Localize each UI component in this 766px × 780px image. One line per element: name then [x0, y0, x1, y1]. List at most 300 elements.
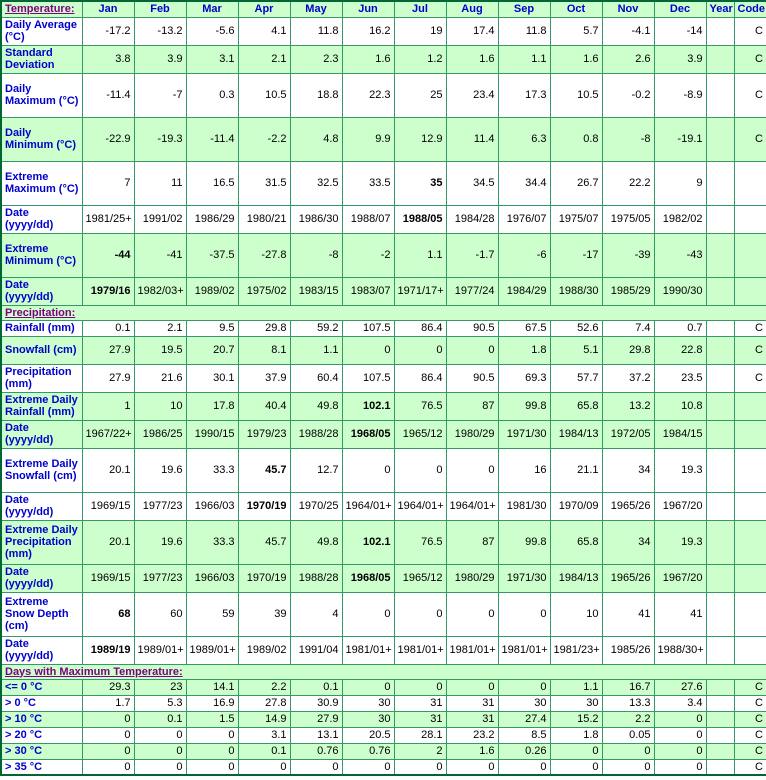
value-cell: 1970/19	[238, 564, 290, 592]
row-label: > 0 °C	[1, 695, 82, 711]
value-cell: 0	[446, 679, 498, 695]
value-cell: 1990/15	[186, 420, 238, 448]
value-cell: 1966/03	[186, 492, 238, 520]
value-cell: 12.9	[394, 117, 446, 161]
table-row	[1, 17, 766, 45]
code-cell	[734, 161, 766, 205]
value-cell: 1966/03	[186, 564, 238, 592]
value-cell: 16.9	[186, 695, 238, 711]
value-cell: 2.3	[290, 45, 342, 73]
year-cell	[706, 392, 734, 420]
value-cell: -11.4	[82, 73, 134, 117]
table-row	[1, 392, 766, 420]
year-cell	[706, 448, 734, 492]
code-cell	[734, 233, 766, 277]
value-cell: 0	[654, 743, 706, 759]
value-cell: 99.8	[498, 392, 550, 420]
value-cell: 1981/01+	[394, 636, 446, 664]
value-cell: 0	[394, 448, 446, 492]
table-row	[1, 727, 766, 743]
value-cell: -8	[290, 233, 342, 277]
month-header: Nov	[602, 1, 654, 17]
value-cell: 23.4	[446, 73, 498, 117]
value-cell: 11.8	[498, 17, 550, 45]
value-cell: 76.5	[394, 520, 446, 564]
value-cell: 1981/01+	[342, 636, 394, 664]
value-cell: 1964/01+	[446, 492, 498, 520]
value-cell: 1982/02	[654, 205, 706, 233]
row-label: Extreme Snow Depth (cm)	[1, 592, 82, 636]
value-cell: 9.5	[186, 320, 238, 336]
value-cell: 1986/25	[134, 420, 186, 448]
value-cell: 31	[394, 711, 446, 727]
value-cell: 34.5	[446, 161, 498, 205]
value-cell: 1970/09	[550, 492, 602, 520]
value-cell: 0	[342, 759, 394, 775]
code-cell: C	[734, 727, 766, 743]
value-cell: 0	[186, 727, 238, 743]
value-cell: 45.7	[238, 520, 290, 564]
table-row	[1, 695, 766, 711]
code-cell: C	[734, 117, 766, 161]
value-cell: 86.4	[394, 320, 446, 336]
month-header: May	[290, 1, 342, 17]
value-cell: 4	[290, 592, 342, 636]
month-header: Feb	[134, 1, 186, 17]
year-cell	[706, 73, 734, 117]
value-cell: 1.6	[342, 45, 394, 73]
value-cell: 2.2	[602, 711, 654, 727]
value-cell: 1981/30	[498, 492, 550, 520]
value-cell: 34	[602, 448, 654, 492]
row-label: Rainfall (mm)	[1, 320, 82, 336]
row-label: Extreme Maximum (°C)	[1, 161, 82, 205]
month-header: Dec	[654, 1, 706, 17]
value-cell: 30	[342, 711, 394, 727]
value-cell: 10	[550, 592, 602, 636]
value-cell: 10.8	[654, 392, 706, 420]
value-cell: 1980/21	[238, 205, 290, 233]
value-cell: 1968/05	[342, 420, 394, 448]
value-cell: 102.1	[342, 520, 394, 564]
value-cell: 90.5	[446, 364, 498, 392]
value-cell: 4.8	[290, 117, 342, 161]
value-cell: 37.9	[238, 364, 290, 392]
value-cell: 1988/05	[394, 205, 446, 233]
code-cell: C	[734, 743, 766, 759]
row-label: > 20 °C	[1, 727, 82, 743]
value-cell: 1967/20	[654, 564, 706, 592]
value-cell: 0.1	[290, 679, 342, 695]
value-cell: 0	[394, 679, 446, 695]
month-header: Sep	[498, 1, 550, 17]
row-label: Date (yyyy/dd)	[1, 492, 82, 520]
value-cell: 0	[342, 448, 394, 492]
value-cell: 0	[654, 727, 706, 743]
value-cell: 10.5	[550, 73, 602, 117]
value-cell: 30	[550, 695, 602, 711]
value-cell: 1983/07	[342, 277, 394, 305]
value-cell: 1971/30	[498, 420, 550, 448]
value-cell: 1972/05	[602, 420, 654, 448]
value-cell: 1.2	[394, 45, 446, 73]
month-header: Apr	[238, 1, 290, 17]
value-cell: 1.8	[550, 727, 602, 743]
year-cell	[706, 564, 734, 592]
value-cell: 2.6	[602, 45, 654, 73]
month-header: Jun	[342, 1, 394, 17]
value-cell: 14.1	[186, 679, 238, 695]
value-cell: 0	[82, 711, 134, 727]
value-cell: 0	[342, 336, 394, 364]
table-row	[1, 205, 766, 233]
value-cell: 34.4	[498, 161, 550, 205]
month-header: Aug	[446, 1, 498, 17]
value-cell: 6.3	[498, 117, 550, 161]
value-cell: 69.3	[498, 364, 550, 392]
value-cell: 1967/22+	[82, 420, 134, 448]
value-cell: 1975/05	[602, 205, 654, 233]
value-cell: 45.7	[238, 448, 290, 492]
year-cell	[706, 492, 734, 520]
year-cell	[706, 364, 734, 392]
row-label: Snowfall (cm)	[1, 336, 82, 364]
value-cell: 1982/03+	[134, 277, 186, 305]
value-cell: -4.1	[602, 17, 654, 45]
value-cell: -7	[134, 73, 186, 117]
value-cell: 87	[446, 392, 498, 420]
value-cell: -27.8	[238, 233, 290, 277]
value-cell: 11	[134, 161, 186, 205]
value-cell: 0.1	[82, 320, 134, 336]
value-cell: 1970/19	[238, 492, 290, 520]
value-cell: -6	[498, 233, 550, 277]
code-cell	[734, 277, 766, 305]
value-cell: 0	[550, 759, 602, 775]
value-cell: -8	[602, 117, 654, 161]
value-cell: 3.4	[654, 695, 706, 711]
value-cell: 30	[342, 695, 394, 711]
value-cell: 17.8	[186, 392, 238, 420]
value-cell: 7.4	[602, 320, 654, 336]
table-row	[1, 743, 766, 759]
value-cell: 14.9	[238, 711, 290, 727]
value-cell: 0	[186, 759, 238, 775]
value-cell: 0	[654, 759, 706, 775]
code-cell: C	[734, 759, 766, 775]
year-cell	[706, 743, 734, 759]
year-cell	[706, 161, 734, 205]
value-cell: 1965/26	[602, 564, 654, 592]
value-cell: 0	[394, 759, 446, 775]
value-cell: 8.5	[498, 727, 550, 743]
value-cell: 0	[446, 759, 498, 775]
value-cell: 37.2	[602, 364, 654, 392]
value-cell: 76.5	[394, 392, 446, 420]
year-cell	[706, 759, 734, 775]
row-label: Date (yyyy/dd)	[1, 205, 82, 233]
table-row	[1, 277, 766, 305]
value-cell: 1964/01+	[394, 492, 446, 520]
value-cell: 0.26	[498, 743, 550, 759]
value-cell: 1.1	[290, 336, 342, 364]
value-cell: 1985/26	[602, 636, 654, 664]
value-cell: -44	[82, 233, 134, 277]
value-cell: 65.8	[550, 392, 602, 420]
table-row	[1, 564, 766, 592]
code-cell: C	[734, 695, 766, 711]
value-cell: 29.8	[602, 336, 654, 364]
year-cell	[706, 695, 734, 711]
value-cell: -11.4	[186, 117, 238, 161]
section-title-temperature[interactable]: Temperature:	[1, 1, 82, 17]
row-label: Date (yyyy/dd)	[1, 564, 82, 592]
value-cell: 0.05	[602, 727, 654, 743]
value-cell: 1965/12	[394, 564, 446, 592]
year-cell	[706, 17, 734, 45]
row-label: Extreme Daily Rainfall (mm)	[1, 392, 82, 420]
value-cell: 1986/30	[290, 205, 342, 233]
value-cell: 0	[342, 592, 394, 636]
value-cell: 2.2	[238, 679, 290, 695]
value-cell: 3.1	[238, 727, 290, 743]
section-title[interactable]: Days with Maximum Temperature:	[1, 664, 766, 679]
table-row	[1, 520, 766, 564]
value-cell: 31	[446, 711, 498, 727]
year-cell	[706, 711, 734, 727]
value-cell: 1.8	[498, 336, 550, 364]
value-cell: 1975/02	[238, 277, 290, 305]
value-cell: 1991/02	[134, 205, 186, 233]
value-cell: 30.1	[186, 364, 238, 392]
code-cell	[734, 564, 766, 592]
value-cell: 0	[602, 759, 654, 775]
value-cell: 87	[446, 520, 498, 564]
value-cell: 1988/30+	[654, 636, 706, 664]
value-cell: 0	[82, 727, 134, 743]
value-cell: 5.3	[134, 695, 186, 711]
value-cell: 31	[394, 695, 446, 711]
value-cell: 65.8	[550, 520, 602, 564]
table-row	[1, 320, 766, 336]
value-cell: 1989/01+	[134, 636, 186, 664]
year-cell	[706, 277, 734, 305]
value-cell: 12.7	[290, 448, 342, 492]
value-cell: 3.9	[134, 45, 186, 73]
value-cell: 102.1	[342, 392, 394, 420]
value-cell: 32.5	[290, 161, 342, 205]
value-cell: 49.8	[290, 392, 342, 420]
value-cell: 4.1	[238, 17, 290, 45]
value-cell: 17.3	[498, 73, 550, 117]
row-label: Daily Maximum (°C)	[1, 73, 82, 117]
value-cell: 1977/23	[134, 564, 186, 592]
value-cell: 1989/02	[238, 636, 290, 664]
code-cell: C	[734, 336, 766, 364]
table-row	[1, 448, 766, 492]
table-row	[1, 117, 766, 161]
value-cell: 19	[394, 17, 446, 45]
value-cell: 1981/01+	[446, 636, 498, 664]
value-cell: 1975/07	[550, 205, 602, 233]
value-cell: 22.8	[654, 336, 706, 364]
value-cell: 0	[82, 743, 134, 759]
value-cell: 0	[446, 336, 498, 364]
table-header-row	[1, 1, 766, 17]
value-cell: 13.3	[602, 695, 654, 711]
value-cell: 19.3	[654, 520, 706, 564]
section-header-row	[1, 664, 766, 679]
code-cell	[734, 420, 766, 448]
value-cell: 1.5	[186, 711, 238, 727]
value-cell: 1969/15	[82, 492, 134, 520]
value-cell: -0.2	[602, 73, 654, 117]
value-cell: 23.2	[446, 727, 498, 743]
value-cell: 27.6	[654, 679, 706, 695]
code-cell: C	[734, 45, 766, 73]
value-cell: 16.5	[186, 161, 238, 205]
value-cell: 41	[602, 592, 654, 636]
value-cell: 15.2	[550, 711, 602, 727]
section-header-row	[1, 305, 766, 320]
month-header: Jan	[82, 1, 134, 17]
value-cell: 1981/23+	[550, 636, 602, 664]
year-cell	[706, 336, 734, 364]
value-cell: 1977/23	[134, 492, 186, 520]
table-row	[1, 45, 766, 73]
year-cell	[706, 205, 734, 233]
value-cell: 21.1	[550, 448, 602, 492]
value-cell: 0	[290, 759, 342, 775]
value-cell: 59	[186, 592, 238, 636]
value-cell: 11.4	[446, 117, 498, 161]
value-cell: 19.6	[134, 448, 186, 492]
value-cell: 1984/13	[550, 420, 602, 448]
value-cell: 1.6	[446, 45, 498, 73]
value-cell: 29.8	[238, 320, 290, 336]
value-cell: 1989/01+	[186, 636, 238, 664]
value-cell: 1988/07	[342, 205, 394, 233]
value-cell: 5.1	[550, 336, 602, 364]
value-cell: 1979/16	[82, 277, 134, 305]
value-cell: 25	[394, 73, 446, 117]
table-row	[1, 636, 766, 664]
value-cell: 27.9	[290, 711, 342, 727]
year-cell	[706, 592, 734, 636]
value-cell: -17	[550, 233, 602, 277]
table-row	[1, 364, 766, 392]
code-cell: C	[734, 711, 766, 727]
section-title[interactable]: Precipitation:	[1, 305, 766, 320]
value-cell: 1986/29	[186, 205, 238, 233]
table-row	[1, 492, 766, 520]
code-cell	[734, 592, 766, 636]
value-cell: -8.9	[654, 73, 706, 117]
value-cell: 33.3	[186, 448, 238, 492]
value-cell: 1988/30	[550, 277, 602, 305]
value-cell: 23	[134, 679, 186, 695]
value-cell: 1967/20	[654, 492, 706, 520]
value-cell: 16.2	[342, 17, 394, 45]
value-cell: -2	[342, 233, 394, 277]
year-cell	[706, 117, 734, 161]
code-cell: C	[734, 364, 766, 392]
value-cell: 30	[498, 695, 550, 711]
value-cell: 1984/13	[550, 564, 602, 592]
year-cell	[706, 727, 734, 743]
value-cell: 1988/28	[290, 420, 342, 448]
value-cell: 20.7	[186, 336, 238, 364]
year-cell	[706, 636, 734, 664]
value-cell: -41	[134, 233, 186, 277]
value-cell: 5.7	[550, 17, 602, 45]
code-header: Code	[734, 1, 766, 17]
value-cell: 49.8	[290, 520, 342, 564]
value-cell: 22.3	[342, 73, 394, 117]
value-cell: 67.5	[498, 320, 550, 336]
year-cell	[706, 679, 734, 695]
row-label: Precipitation (mm)	[1, 364, 82, 392]
year-cell	[706, 45, 734, 73]
row-label: Daily Minimum (°C)	[1, 117, 82, 161]
row-label: Extreme Daily Precipitation (mm)	[1, 520, 82, 564]
month-header: Jul	[394, 1, 446, 17]
value-cell: 21.6	[134, 364, 186, 392]
value-cell: 1988/28	[290, 564, 342, 592]
value-cell: -2.2	[238, 117, 290, 161]
value-cell: 0.76	[290, 743, 342, 759]
value-cell: 29.3	[82, 679, 134, 695]
value-cell: -13.2	[134, 17, 186, 45]
value-cell: 1980/29	[446, 564, 498, 592]
value-cell: 0	[342, 679, 394, 695]
row-label: Daily Average (°C)	[1, 17, 82, 45]
value-cell: 7	[82, 161, 134, 205]
value-cell: 3.8	[82, 45, 134, 73]
value-cell: 0	[498, 759, 550, 775]
value-cell: 17.4	[446, 17, 498, 45]
value-cell: -19.1	[654, 117, 706, 161]
value-cell: 0	[82, 759, 134, 775]
value-cell: 1.6	[550, 45, 602, 73]
value-cell: -19.3	[134, 117, 186, 161]
value-cell: 18.8	[290, 73, 342, 117]
year-header: Year	[706, 1, 734, 17]
value-cell: 1984/29	[498, 277, 550, 305]
value-cell: 1.1	[498, 45, 550, 73]
row-label: Standard Deviation	[1, 45, 82, 73]
month-header: Mar	[186, 1, 238, 17]
value-cell: 27.9	[82, 364, 134, 392]
value-cell: 31	[446, 695, 498, 711]
value-cell: 99.8	[498, 520, 550, 564]
value-cell: 9.9	[342, 117, 394, 161]
value-cell: 0.8	[550, 117, 602, 161]
value-cell: 1.7	[82, 695, 134, 711]
value-cell: 0	[134, 727, 186, 743]
value-cell: 9	[654, 161, 706, 205]
value-cell: 52.6	[550, 320, 602, 336]
code-cell: C	[734, 679, 766, 695]
value-cell: 20.5	[342, 727, 394, 743]
value-cell: 1985/29	[602, 277, 654, 305]
value-cell: 0	[394, 592, 446, 636]
climate-table-body	[1, 1, 766, 775]
value-cell: -14	[654, 17, 706, 45]
value-cell: 60.4	[290, 364, 342, 392]
table-row	[1, 759, 766, 775]
value-cell: 22.2	[602, 161, 654, 205]
